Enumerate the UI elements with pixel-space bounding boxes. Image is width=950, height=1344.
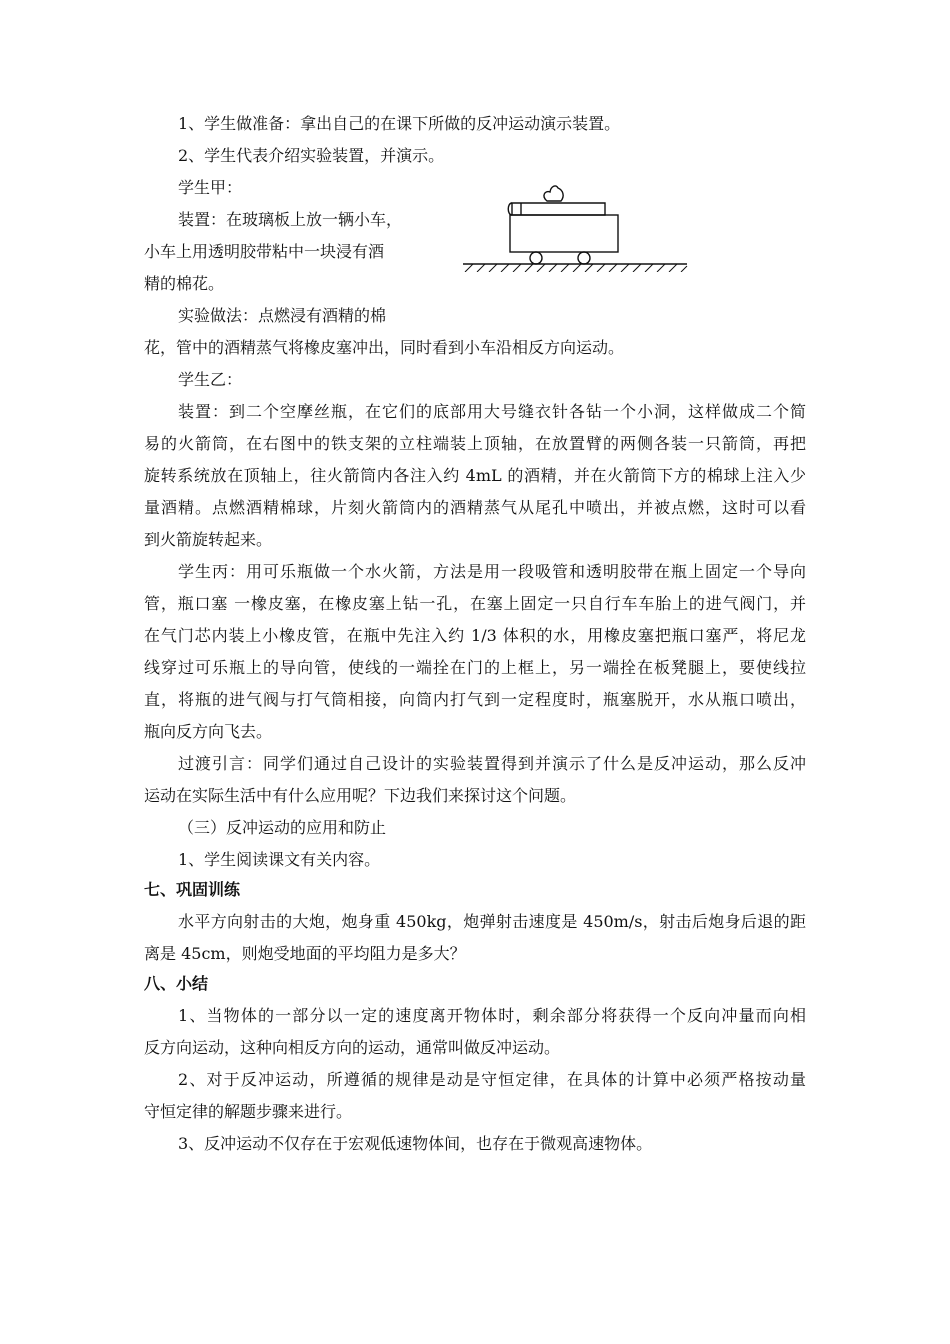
flame-icon	[544, 186, 563, 201]
cotton-tube	[512, 203, 605, 215]
section-eight-heading: 八、小结	[144, 974, 209, 993]
summary-2-line-2: 守恒定律的解题步骤来进行。	[144, 1102, 353, 1121]
student-c-line-4: 线穿过可乐瓶上的导向管，使线的一端拴在门的上框上，另一端拴在板凳腿上，要使线拉	[144, 658, 806, 677]
student-b-line-1: 装置：到二个空摩丝瓶，在它们的底部用大号缝衣针各钻一个小洞，这样做成二个简	[178, 402, 806, 421]
demo-step-line: 2、学生代表介绍实验装置，并演示。	[178, 146, 445, 165]
student-c-line-3: 在气门芯内装上小橡皮管，在瓶中先注入约 1/3 体积的水，用橡皮塞把瓶口塞严，将尼龙	[144, 626, 806, 645]
student-c-line-5: 直，将瓶的进气阀与打气筒相接，向筒内打气到一定程度时，瓶塞脱开，水从瓶口喷出，	[144, 690, 806, 709]
prep-step-line: 1、学生做准备：拿出自己的在课下所做的反冲运动演示装置。	[178, 114, 621, 133]
cart-body	[510, 215, 618, 252]
cart-wheel-right	[578, 252, 590, 264]
summary-1-line-1: 1、当物体的一部分以一定的速度离开物体时，剩余部分将获得一个反向冲量而向相	[178, 1006, 806, 1025]
student-a-device-line-3: 精的棉花。	[144, 274, 225, 293]
student-a-method-line-2: 花，管中的酒精蒸气将橡皮塞冲出，同时看到小车沿相反方向运动。	[144, 338, 625, 357]
student-c-line-2: 管，瓶口塞 一橡皮塞，在橡皮塞上钻一孔，在塞上固定一只自行车车胎上的进气阀门，并	[144, 594, 806, 613]
summary-2-line-1: 2、对于反冲运动，所遵循的规律是动是守恒定律，在具体的计算中必须严格按动量	[178, 1070, 806, 1089]
student-a-device-line-1: 装置：在玻璃板上放一辆小车，	[178, 210, 403, 229]
student-c-line-6: 瓶向反方向飞去。	[144, 722, 273, 741]
student-b-line-3: 旋转系统放在顶轴上，往火箭筒内各注入约 4mL 的酒精，并在火箭筒下方的棉球上注入少	[144, 466, 806, 485]
cart-diagram	[455, 182, 695, 272]
summary-1-line-2: 反方向运动，这种向相反方向的运动，通常叫做反冲运动。	[144, 1038, 561, 1057]
reading-step-line: 1、学生阅读课文有关内容。	[178, 850, 381, 869]
section-seven-heading: 七、巩固训练	[144, 880, 241, 899]
student-b-line-4: 量酒精。点燃酒精棉球，片刻火箭筒内的酒精蒸气从尾孔中喷出，并被点燃，这时可以看	[144, 498, 806, 517]
section-three-heading: （三）反冲运动的应用和防止	[178, 818, 387, 837]
transition-line-1: 过渡引言：同学们通过自己设计的实验装置得到并演示了什么是反冲运动，那么反冲	[178, 754, 806, 773]
student-b-line-5: 到火箭旋转起来。	[144, 530, 273, 549]
exercise-line-1: 水平方向射击的大炮，炮身重 450kg，炮弹射击速度是 450m/s，射击后炮身后退的距	[178, 912, 806, 931]
student-b-line-2: 易的火箭筒，在右图中的铁支架的立柱端装上顶轴，在放置臂的两侧各装一只箭筒，再把	[144, 434, 806, 453]
student-c-line-1: 学生丙：用可乐瓶做一个水火箭，方法是用一段吸管和透明胶带在瓶上固定一个导向	[178, 562, 806, 581]
student-b-heading: 学生乙：	[178, 370, 243, 389]
summary-3-line: 3、反冲运动不仅存在于宏观低速物体间，也存在于微观高速物体。	[178, 1134, 653, 1153]
cart-wheel-left	[530, 252, 542, 264]
student-a-heading: 学生甲：	[178, 178, 243, 197]
student-a-method-line-1: 实验做法：点燃浸有酒精的棉	[178, 306, 387, 325]
student-a-device-line-2: 小车上用透明胶带粘中一块浸有酒	[144, 242, 385, 261]
transition-line-2: 运动在实际生活中有什么应用呢？下边我们来探讨这个问题。	[144, 786, 577, 805]
exercise-line-2: 离是 45cm，则炮受地面的平均阻力是多大？	[144, 944, 466, 963]
ground-hatching	[465, 264, 687, 272]
